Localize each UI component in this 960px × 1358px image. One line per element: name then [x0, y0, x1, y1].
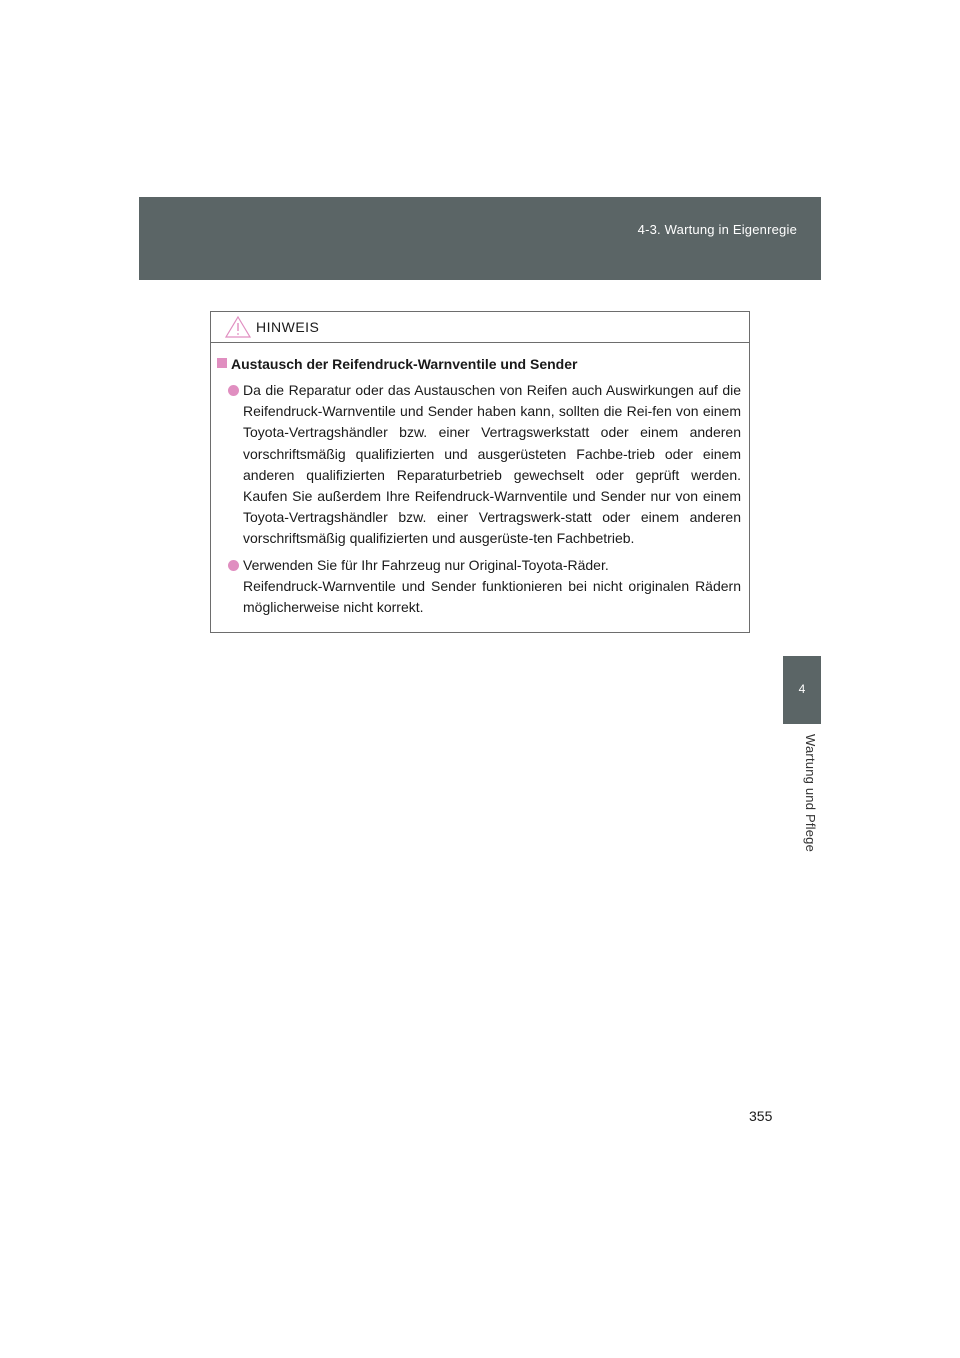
section-title: 4-3. Wartung in Eigenregie: [637, 222, 797, 237]
square-bullet-icon: [217, 358, 227, 368]
list-item-text: Da die Reparatur oder das Austauschen von Reifen auch Auswirkungen auf die Reifendruck-Warnventile und Sender haben kann, sollten die Rei-fen von einem Toyota-Vertragshändler bzw. einer Vertragswerkstatt oder einem anderen vorschriftsmäßig qualifizierten und ausgerüsteten Fachbe-trieb oder einem anderen qualifizierten Reparaturbetrieb gewechselt oder geprüft werden. Kaufen Sie außerdem Ihre Reifendruck-Warnventile und Sender nur von einem Toyota-Vertragshändler bzw. einer Vertragswerk-statt oder einem anderen vorschriftsmäßig qualifizierten und ausgerüste-ten Fachbetrieb.: [243, 382, 741, 547]
list-item: [217, 380, 741, 550]
notice-title: HINWEIS: [256, 319, 320, 335]
list-item: [217, 555, 741, 619]
chapter-number: 4: [798, 682, 806, 696]
warning-triangle-icon: [225, 316, 251, 338]
notice-body: [211, 343, 749, 618]
section-heading: [217, 353, 741, 375]
notice-header: [211, 312, 749, 343]
chapter-title: Wartung und Pflege: [803, 734, 818, 853]
list-item-text: Reifendruck-Warnventile und Sender funktionieren bei nicht originalen Rädern möglicherweise nicht korrekt.: [243, 577, 741, 616]
chapter-tab: [783, 656, 821, 724]
dot-bullet-icon: [228, 560, 239, 571]
section-heading-text: Austausch der Reifendruck-Warnventile und Sender: [231, 356, 578, 372]
page-number: 355: [749, 1108, 773, 1124]
dot-bullet-icon: [228, 385, 239, 396]
notice-box: [210, 311, 750, 633]
header-band: [139, 197, 821, 280]
list-item-text: Verwenden Sie für Ihr Fahrzeug nur Original-Toyota-Räder.: [243, 556, 609, 573]
